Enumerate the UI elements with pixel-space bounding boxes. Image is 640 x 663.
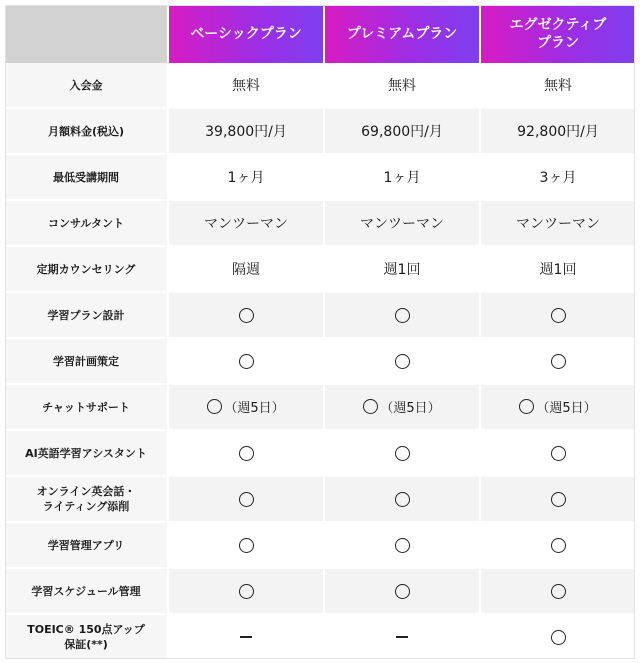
circle-icon — [363, 399, 378, 414]
table-cell — [167, 385, 323, 431]
row-label: AI英語学習アシスタント — [5, 431, 167, 477]
circle-icon — [239, 446, 254, 461]
table-cell — [323, 523, 479, 569]
table-cell — [479, 523, 635, 569]
table-cell — [479, 293, 635, 339]
plan-name: プレミアムプラン — [346, 26, 458, 42]
table-cell — [479, 615, 635, 661]
header-row — [5, 5, 635, 63]
circle-icon — [551, 630, 566, 645]
circle-icon — [519, 399, 534, 414]
table-cell: 1ヶ月 — [167, 155, 323, 201]
cell-note: （週5日） — [380, 400, 441, 416]
table-cell: 無料 — [323, 63, 479, 109]
table-row — [5, 293, 635, 339]
circle-icon — [395, 446, 410, 461]
table-row — [5, 63, 635, 109]
plan-header-basic — [167, 5, 323, 63]
cell-note: （週5日） — [536, 400, 597, 416]
row-label: 学習プラン設計 — [5, 293, 167, 339]
table-cell — [479, 339, 635, 385]
table-cell: マンツーマン — [167, 201, 323, 247]
table-cell — [167, 615, 323, 661]
table-row — [5, 523, 635, 569]
row-label: オンライン英会話・ ライティング添削 — [5, 477, 167, 523]
table-cell: 週1回 — [323, 247, 479, 293]
table-row — [5, 155, 635, 201]
table-cell — [167, 523, 323, 569]
dash-icon — [240, 636, 252, 638]
row-label: 入会金 — [5, 63, 167, 109]
table-row — [5, 615, 635, 661]
table-cell — [167, 569, 323, 615]
row-label: 学習管理アプリ — [5, 523, 167, 569]
circle-icon — [239, 354, 254, 369]
table-cell: マンツーマン — [323, 201, 479, 247]
row-label: 学習計画策定 — [5, 339, 167, 385]
table-cell — [479, 477, 635, 523]
circle-icon — [551, 308, 566, 323]
table-cell: 無料 — [167, 63, 323, 109]
circle-icon — [551, 446, 566, 461]
circle-icon — [551, 584, 566, 599]
table-cell — [323, 339, 479, 385]
table-row — [5, 109, 635, 155]
header-corner-cell — [5, 5, 167, 63]
row-label: 定期カウンセリング — [5, 247, 167, 293]
table-row — [5, 477, 635, 523]
circle-icon — [239, 308, 254, 323]
table-cell — [323, 477, 479, 523]
table-cell — [479, 569, 635, 615]
table-cell: マンツーマン — [479, 201, 635, 247]
circle-icon — [239, 538, 254, 553]
table-cell — [479, 385, 635, 431]
row-label: コンサルタント — [5, 201, 167, 247]
table-cell — [323, 569, 479, 615]
table-cell — [167, 339, 323, 385]
circle-with-note — [363, 397, 440, 416]
table-cell — [479, 431, 635, 477]
circle-icon — [395, 584, 410, 599]
table-row — [5, 569, 635, 615]
table-cell — [323, 293, 479, 339]
cell-note: （週5日） — [224, 400, 285, 416]
table-row — [5, 201, 635, 247]
circle-icon — [551, 538, 566, 553]
circle-with-note — [519, 397, 596, 416]
plan-comparison-table — [5, 5, 635, 661]
row-label: 最低受講期間 — [5, 155, 167, 201]
circle-icon — [239, 492, 254, 507]
circle-icon — [551, 354, 566, 369]
plan-name: エグゼクティブ プラン — [509, 17, 607, 51]
circle-icon — [395, 492, 410, 507]
table-row — [5, 385, 635, 431]
table-cell — [167, 477, 323, 523]
table-cell — [167, 431, 323, 477]
plan-name: ベーシックプラン — [190, 26, 302, 42]
circle-icon — [395, 308, 410, 323]
row-label: チャットサポート — [5, 385, 167, 431]
table-cell — [167, 293, 323, 339]
table-cell: 92,800円/月 — [479, 109, 635, 155]
table-row — [5, 247, 635, 293]
table-cell: 週1回 — [479, 247, 635, 293]
circle-with-note — [207, 397, 284, 416]
table-cell — [323, 385, 479, 431]
circle-icon — [551, 492, 566, 507]
circle-icon — [207, 399, 222, 414]
table-cell: 69,800円/月 — [323, 109, 479, 155]
table-cell — [323, 431, 479, 477]
table-cell: 隔週 — [167, 247, 323, 293]
row-label: 月額料金(税込) — [5, 109, 167, 155]
circle-icon — [239, 584, 254, 599]
row-label: 学習スケジュール管理 — [5, 569, 167, 615]
table-row — [5, 339, 635, 385]
circle-icon — [395, 354, 410, 369]
table-row — [5, 431, 635, 477]
table-cell: 1ヶ月 — [323, 155, 479, 201]
table-cell: 3ヶ月 — [479, 155, 635, 201]
circle-icon — [395, 538, 410, 553]
row-label: TOEIC® 150点アップ 保証(**) — [5, 615, 167, 661]
table-cell: 39,800円/月 — [167, 109, 323, 155]
plan-header-executive — [479, 5, 635, 63]
dash-icon — [396, 636, 408, 638]
plan-header-premium — [323, 5, 479, 63]
table-cell — [323, 615, 479, 661]
table-cell: 無料 — [479, 63, 635, 109]
